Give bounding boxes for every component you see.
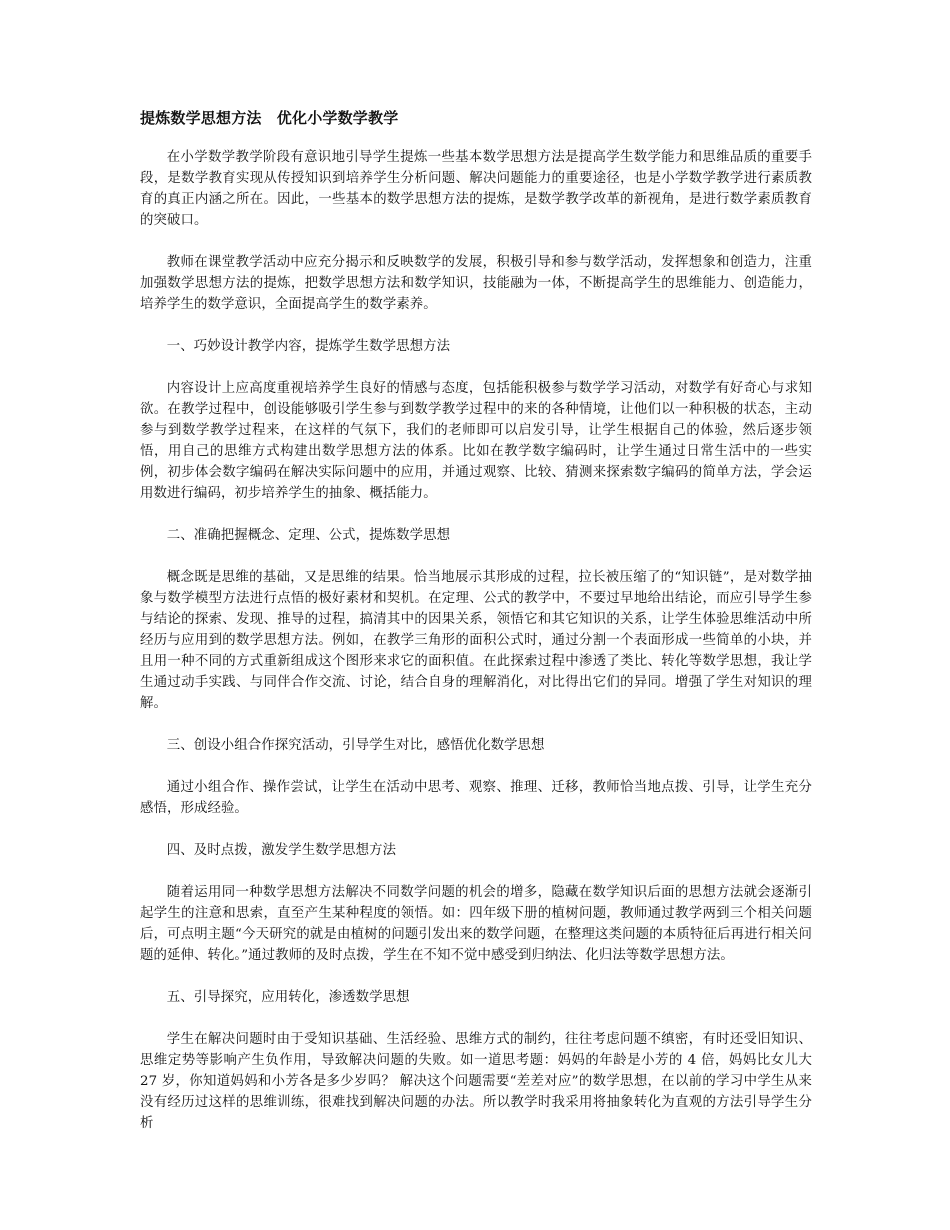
section-heading-3: 三、创设小组合作探究活动，引导学生对比，感悟优化数学思想 <box>166 738 545 753</box>
section-heading-5: 五、引导探究，应用转化，渗透数学思想 <box>166 990 410 1005</box>
section-3-paragraph: 通过小组合作、操作尝试，让学生在活动中思考、观察、推理、迁移，教师恰当地点拨、引导，让学生充分感悟，形成经验。 <box>140 780 812 816</box>
intro-paragraph-1: 在小学数学教学阶段有意识地引导学生提炼一些基本数学思想方法是提高学生数学能力和思维品质的重要手段，是数学教育实现从传授知识到培养学生分析问题、解决问题能力的重要途径，也是小学数学教学进行素质教育的真正内涵之所在。因此，一些基本的数学思想方法的提炼，是数学教学改革的新视角，是进行数学素质教育的突破口。 <box>140 150 812 228</box>
section-1-paragraph: 内容设计上应高度重视培养学生良好的情感与态度，包括能积极参与数学学习活动，对数学有好奇心与求知欲。在教学过程中，创设能够吸引学生参与到数学教学过程中的来的各种情境，让他们以一种积极的状态，主动参与到数学教学过程来，在这样的气氛下，我们的老师即可以启发引导，让学生根据自己的体验，然后逐步领悟，用自己的思维方式构建出数学思想方法的体系。比如在教学数字编码时，让学生通过日常生活中的一些实例，初步体会数字编码在解决实际问题中的应用，并通过观察、比较、猜测来探索数字编码的简单方法，学会运用数进行编码，初步培养学生的抽象、概括能力。 <box>140 381 812 501</box>
section-2-paragraph: 概念既是思维的基础，又是思维的结果。恰当地展示其形成的过程，拉长被压缩了的“知识链”，是对数学抽象与数学模型方法进行点悟的极好素材和契机。在定理、公式的教学中，不要过早地给出结论，而应引导学生参与结论的探索、发现、推导的过程，搞清其中的因果关系，领悟它和其它知识的关系，让学生体验思维活动中所经历与应用到的数学思想方法。例如，在教学三角形的面积公式时，通过分割一个表面形成一些简单的小块，并且用一种不同的方式重新组成这个图形来求它的面积值。在此探索过程中渗透了类比、转化等数学思想，我让学生通过动手实践、与同伴合作交流、讨论，结合自身的理解消化，对比得出它们的异同。增强了学生对知识的理解。 <box>140 570 812 711</box>
section-5-paragraph: 学生在解决问题时由于受知识基础、生活经验、思维方式的制约，往往考虑问题不缜密，有时还受旧知识、思维定势等影响产生负作用，导致解决问题的失败。如一道思考题：妈妈的年龄是小芳的 4 倍，妈妈比女儿大 27 岁，你知道妈妈和小芳各是多少岁吗？ 解决这个问题需要“差差对应”的数学思想，在以前的学习中学生从来没有经历过这样的思维训练，很难找到解决问题的办法。所以教学时我采用将抽象转化为直观的方法引导学生分析 <box>140 1032 812 1131</box>
section-heading-2: 二、准确把握概念、定理、公式，提炼数学思想 <box>166 528 451 543</box>
section-heading-1: 一、巧妙设计教学内容，提炼学生数学思想方法 <box>166 339 451 354</box>
page-title: 提炼数学思想方法 优化小学数学教学 <box>140 109 399 127</box>
document-body <box>140 108 812 1155</box>
section-heading-4: 四、及时点拨，激发学生数学思想方法 <box>166 843 397 858</box>
section-4-paragraph: 随着运用同一种数学思想方法解决不同数学问题的机会的增多，隐藏在数学知识后面的思想方法就会逐渐引起学生的注意和思索，直至产生某种程度的领悟。如：四年级下册的植树问题，教师通过教学两到三个相关问题后，可点明主题“今天研究的就是由植树的问题引发出来的数学问题，在整理这类问题的本质特征后再进行相关问题的延伸、转化。”通过教师的及时点拨，学生在不知不觉中感受到归纳法、化归法等数学思想方法。 <box>140 885 812 963</box>
intro-paragraph-2: 教师在课堂教学活动中应充分揭示和反映数学的发展，积极引导和参与数学活动，发挥想象和创造力，注重加强数学思想方法的提炼，把数学思想方法和数学知识，技能融为一体，不断提高学生的思维能力、创造能力，培养学生的数学意识，全面提高学生的数学素养。 <box>140 255 812 312</box>
